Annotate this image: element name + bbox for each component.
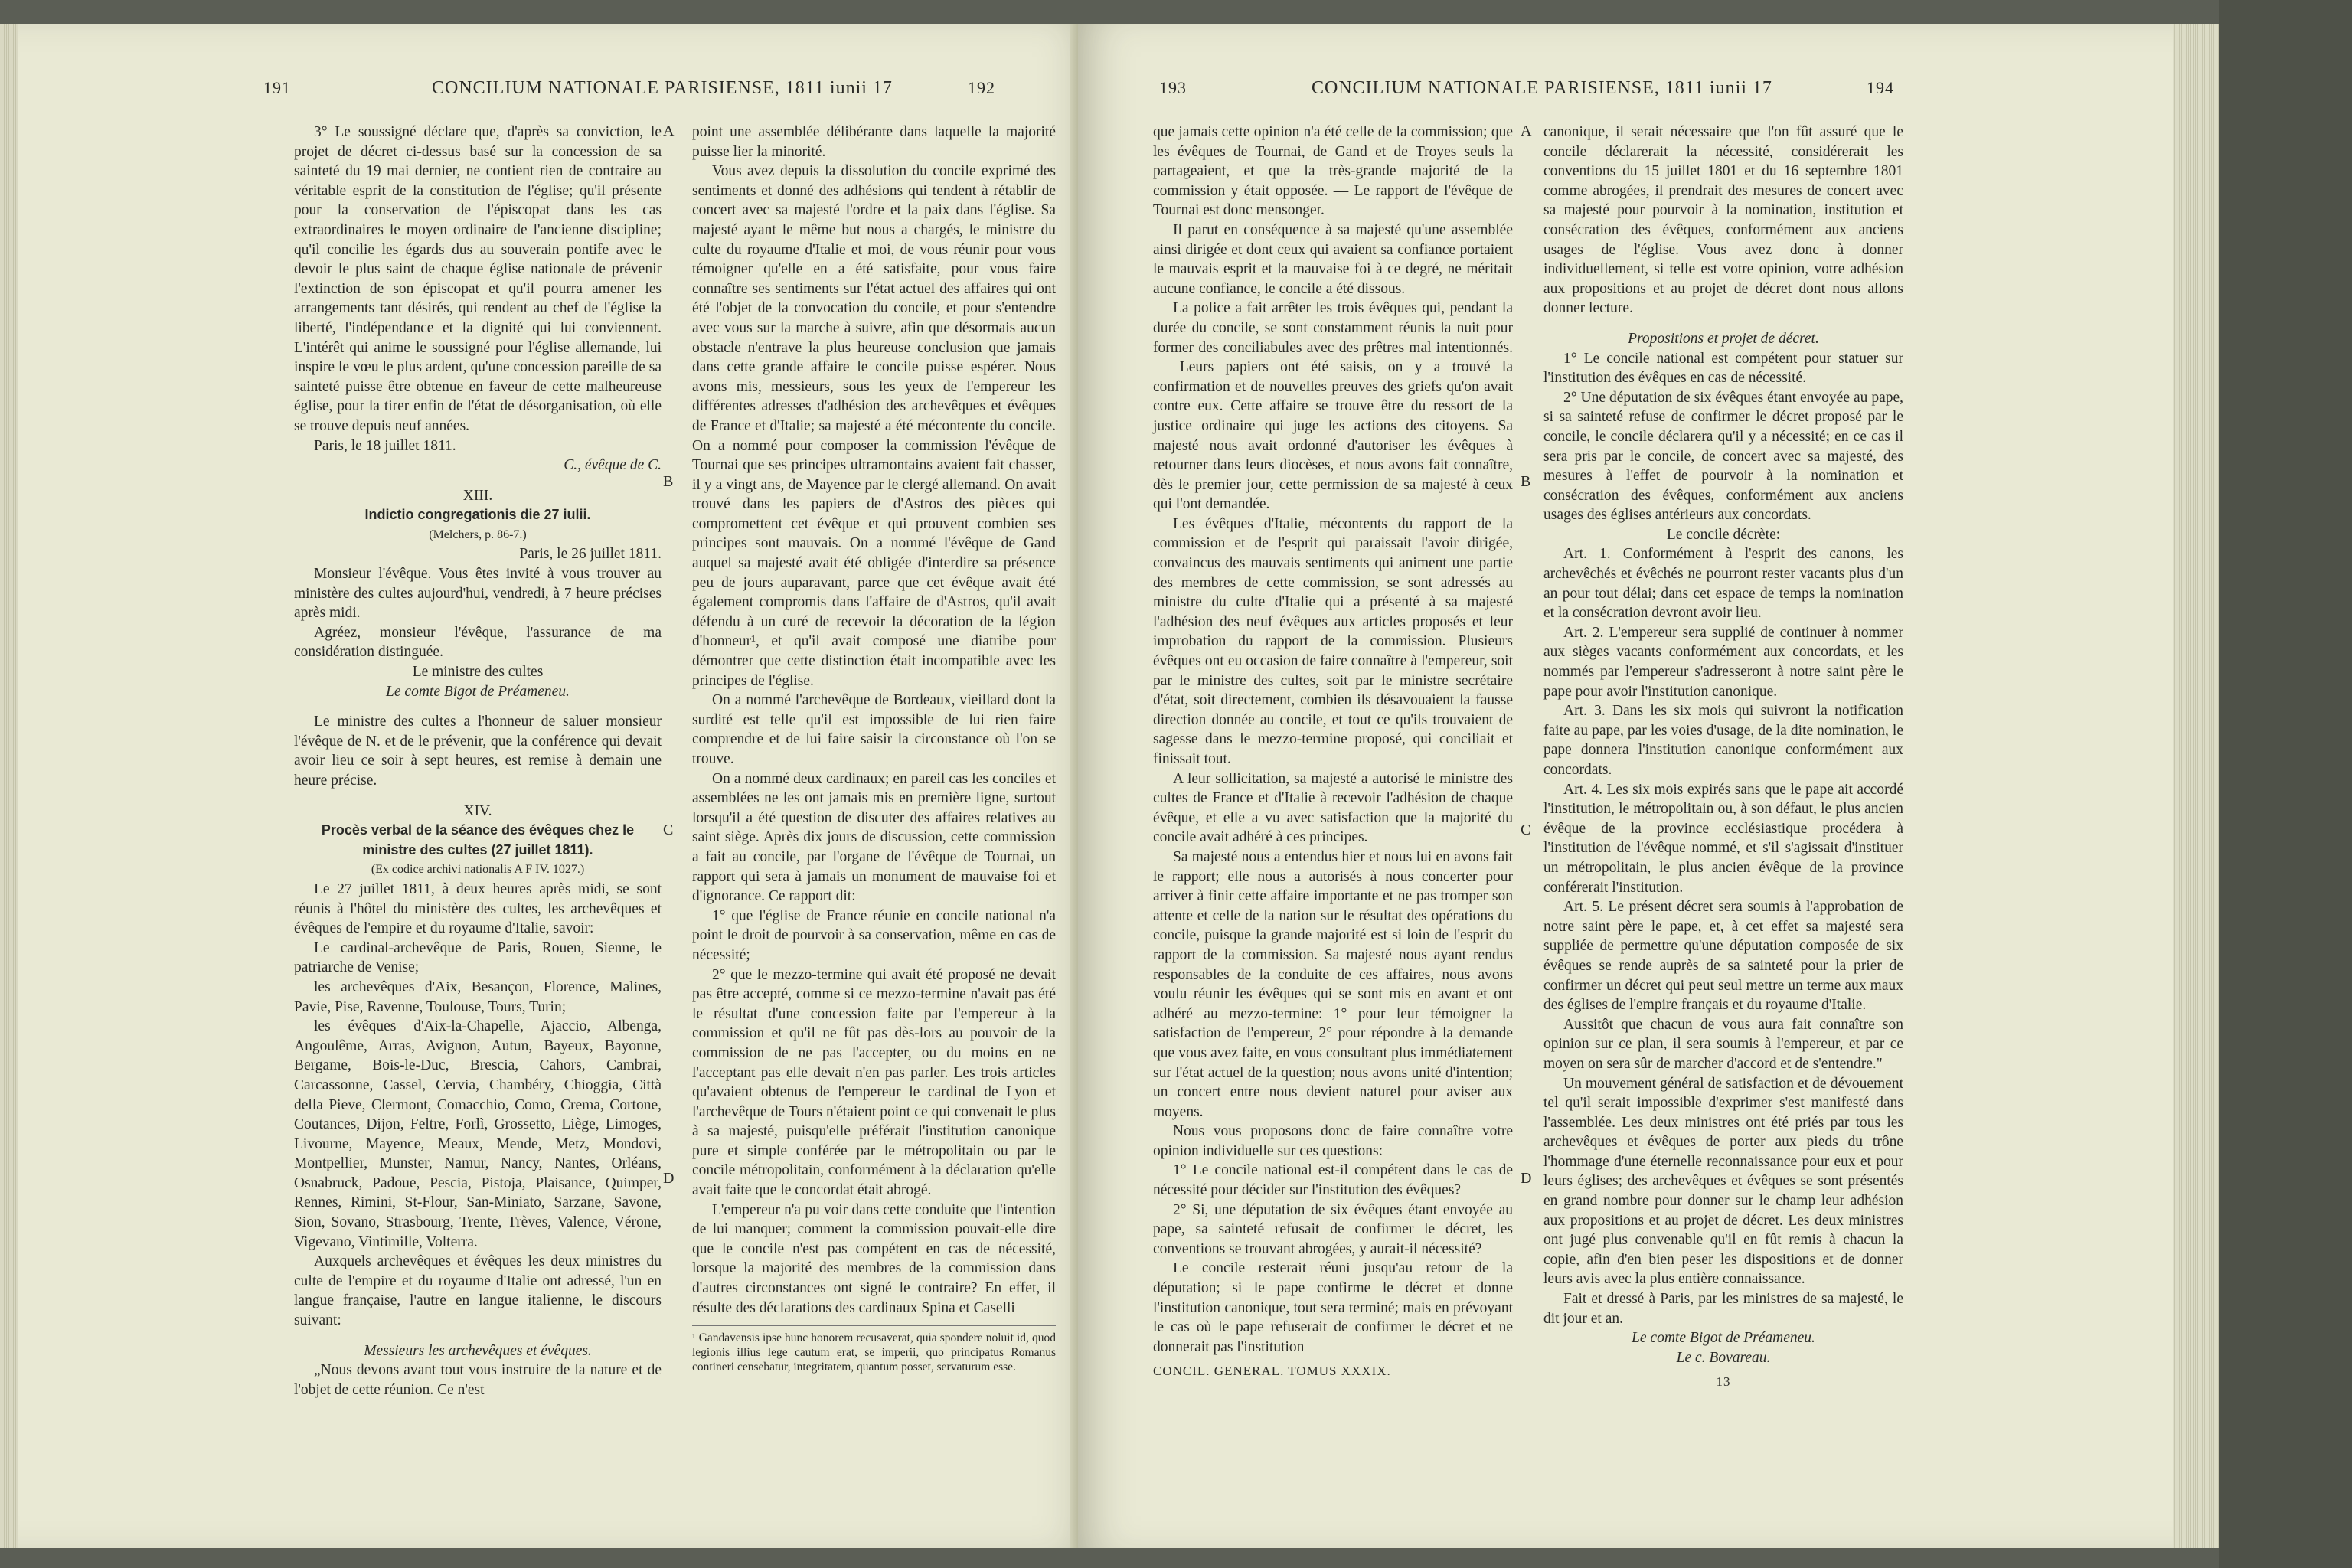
paragraph: Paris, le 18 juillet 1811. [314,437,456,454]
paragraph: 2° que le mezzo-termine qui avait été proposé ne devait pas être accepté, comme si ce mezzo-termine n'avait pas été le résultat d'une concession faite par l'empereur à la commission et qu'il ne fût pas dès-lors au pouvoir de la commission de ne pas l'accepter, ou du moins en ne l'acceptant pas elle devait n'en pas parler. Les trois articles qu'avaient obtenus de l'empereur le cardinal de Lyon et l'archevêque de Tours n'étaient point ce qui convenait le plus à sa majesté, puisqu'elle préférait l'institution canonique pure et simple conférée par le métropolitain ou par le concile métropolitain, conformément à la déclaration qu'elle avait faite que le concordat était abrogé. [692,966,1056,1199]
book-cover [2219,0,2352,1568]
paragraph: Le comte Bigot de Préameneu. [1632,1330,1815,1347]
left-page-edges [0,24,20,1548]
page-number-192: 192 [968,78,995,97]
paragraph: les archevêques d'Aix, Besançon, Florence, Malines, Pavie, Pise, Ravenne, Toulouse, Tours, Turin; [294,978,662,1015]
paragraph: Auxquels archevêques et évêques les deux ministres du culte de l'empire et du royaume d'Italie ont adressé, l'un en langue française, l'autre en langue italienne, le discours suivant: [294,1253,662,1329]
left-column-2 [692,122,1056,1374]
paragraph: Procès verbal de la séance des évêques chez le ministre des cultes (27 juillet 1811). [321,822,635,858]
page-number-191: 191 [263,78,291,97]
paragraph: Art. 5. Le présent décret sera soumis à l'approbation de notre saint père le pape, et, à cet effet sa majesté sera suppliée de permettre qu'une députation composée de six évêques se rende auprès de sa sainteté pour la prier de confirmer un décret qui peut seul mettre un terme aux maux des églises de l'empire français et du royaume d'Italie. [1544,899,1903,1014]
paragraph: Vous avez depuis la dissolution du concile exprimé des sentiments et donné des adhésions qui tendent à rétablir de concert avec sa majesté l'ordre et la paix dans l'église. Sa majesté ayant le même but nous a chargés, le ministre du culte du royaume d'Italie et moi, de vous réunir pour vous témoigner qu'elle en a été satisfaite, pour vous faire connaître ses sentiments sur l'état actuel des affaires qui ont été l'objet de la convocation du concile, et pour s'entendre avec vous sur la marche à suivre, afin que désormais aucun obstacle n'entrave la plus heureuse conclusion que jamais dans cette grande affaire le concile puisse espérer. Nous avons mis, messieurs, sous les yeux de l'empereur les différentes adresses d'adhésion des archevêques et évêques de France et d'Italie; sa majesté a été mécontente du concile. On a nommé pour composer la commission l'évêque de Tournai que ses principes ultramontains avaient fait chasser, il y a vingt ans, de Mayence par le clergé allemand. On avait trouvé dans les papiers de d'Astros des pièces qui compromettent cet évêque et qui prouvent combien ses principes sont mauvais. On a nommé l'évêque de Gand auquel sa majesté avait été obligée d'interdire sa présence peu de jours auparavant, parce que cet évêque avait été également compromis dans l'affaire de d'Astros, qu'il avait défendu à un curé de recevoir la décoration de la légion d'honneur¹, et qu'il avait composé une diatribe pour démontrer que cette distinction était incompatible avec les principes de l'église. [692,163,1056,689]
paragraph: Messieurs les archevêques et évêques. [364,1342,592,1359]
paragraph: „Nous devons avant tout vous instruire de la nature et de l'objet de cette réunion. Ce n'est [294,1362,662,1398]
footer-volume: CONCIL. GENERAL. TOMUS XXXIX. [1153,1364,1391,1379]
margin-letter-a: A [663,122,675,139]
paragraph: Art. 2. L'empereur sera supplié de continuer à nommer aux sièges vacants conformément aux concordats, et les nommés par l'empereur s'adresseront à notre saint père le pape pour avoir l'institution canonique. [1544,624,1903,700]
margin-letter-b-right: B [1521,473,1531,490]
paragraph: Le ministre des cultes a l'honneur de saluer monsieur l'évêque de N. et de le prévenir, que la conférence qui devait avoir lieu ce soir à sept heures, est remise à demain une heure précise. [294,714,662,789]
paragraph: Il parut en conséquence à sa majesté qu'une assemblée ainsi dirigée et dont ceux qui avaient sa confiance portaient le mauvais esprit et la mauvaise foi à ce degré, ne méritait aucune confiance, le concile a été dissous. [1153,221,1513,297]
paragraph: Art. 1. Conformément à l'esprit des canons, les archevêchés et évêchés ne pourront rester vacants plus d'un an pour tout délai; dans cet espace de temps la nomination et la consécration devront avoir lieu. [1544,546,1903,622]
margin-letter-d-right: D [1521,1170,1532,1187]
left-column-1 [294,122,662,1400]
paragraph: Le 27 juillet 1811, à deux heures après midi, se sont réunis à l'hôtel du ministère des cultes, les archevêques et évêques de l'empire et du royaume d'Italie, savoir: [294,880,662,937]
paragraph: Fait et dressé à Paris, par les ministres de sa majesté, le dit jour et an. [1544,1291,1903,1327]
margin-letter-c-right: C [1521,822,1531,838]
paragraph: Indictio congregationis die 27 iulii. [364,507,591,523]
right-column-1 [1153,122,1513,1381]
paragraph: C., évêque de C. [564,457,662,474]
paragraph: A leur sollicitation, sa majesté a autorisé le ministre des cultes de France et d'Italie à recevoir l'adhésion de chaque évêque, et elle a vu avec satisfaction que la majorité du concile avait adhéré à ces principes. [1153,770,1513,846]
right-column-2 [1544,122,1903,1392]
footnote: ¹ Gandavensis ipse hunc honorem recusaverat, quia spondere noluit id, quod legionis illius lege cautum erat, se imperii, quo principatus Romanus contineri censebatur, integritatem, quantum posset, servaturum esse. [692,1325,1056,1374]
right-page-edges [2173,24,2219,1548]
paragraph: Un mouvement général de satisfaction et de dévouement tel qu'il serait impossible d'exprimer s'est manifesté dans l'assemblée. Les deux ministres ont été priés par tous les archevêques et évêques de porter aux pieds du trône l'hommage d'une éternelle reconnaissance pour eux et pour leurs églises; des archevêques et évêques se sont présentés en grand nombre pour donner sur le champ leur adhésion aux propositions et au projet de décret. Les deux ministres ont jugé plus convenable qu'il en fût remis à chacun la copie, afin d'en bien peser les dispositions et de donner leurs avis avec la plus entière connaissance. [1544,1075,1903,1288]
paragraph: 3° Le soussigné déclare que, d'après sa conviction, le projet de décret ci-dessus basé sur la concession de sa sainteté du 19 mai dernier, ne contient rien de contraire au véritable esprit de la constitution de l'église; qu'il présente pour la conservation de l'épiscopat dans les cas extraordinaires le moyen ordinaire de l'ancienne discipline; qu'il concilie les égards dus au souverain pontife avec le devoir le plus saint de chaque église nationale de prévenir l'extinction de son épiscopat et qu'il pourra amener les arrangements tant désirés, qui rendent au chef de l'église la liberté, l'indépendance et la dignité qui lui conviennent. L'intérêt qui anime le soussigné pour l'église allemande, lui inspire le vœu le plus ardent, qu'une concession pareille de sa sainteté puisse être obtenue en faveur de cette malheureuse église, pour la tirer enfin de l'état de désorganisation, où elle se trouve depuis neuf années. [294,124,662,434]
footer-signature: 13 [1716,1374,1731,1390]
page-number-194: 194 [1867,78,1894,97]
paragraph: Le comte Bigot de Préameneu. [386,683,570,700]
running-head-right: CONCILIUM NATIONALE PARISIENSE, 1811 iunii 17 [1312,78,1772,98]
paragraph: Le cardinal-archevêque de Paris, Rouen, Sienne, le patriarche de Venise; [294,939,662,976]
paragraph: Le concile resterait réuni jusqu'au retour de la députation; si le pape confirme le décret et donne l'institution canonique, tout sera terminé; mais en prévoyant le cas où le pape refuserait de confirmer le décret et ne donnerait pas l'institution [1153,1260,1513,1355]
right-page [1078,24,2174,1548]
paragraph: Le concile décrète: [1666,526,1781,543]
margin-letter-a-right: A [1521,122,1532,139]
paragraph: Agréez, monsieur l'évêque, l'assurance de ma considération distinguée. [294,624,662,661]
paragraph: 1° Le concile national est-il compétent dans le cas de nécessité pour décider sur l'institution des évêques? [1153,1162,1513,1199]
paragraph: (Melchers, p. 86-7.) [429,528,527,541]
paragraph: XIII. [462,487,493,504]
margin-letter-b: B [663,473,674,490]
paragraph: Propositions et projet de décret. [1628,330,1819,347]
paragraph: canonique, il serait nécessaire que l'on fût assuré que le concile déclarerait la nécessité, considérerait les conventions du 15 juillet 1801 et du 16 septembre 1801 comme abrogées, il prendrait des mesures de concert avec sa majesté pour pourvoir à la nomination, institution et consécration des évêques, conformément aux anciens usages de l'église. Vous avez donc à donner individuellement, si telle est votre opinion, votre adhésion aux propositions et au projet de décret dont nous allons donner lecture. [1544,124,1903,317]
paragraph: Paris, le 26 juillet 1811. [519,546,662,563]
paragraph: 2° Une députation de six évêques étant envoyée au pape, si sa sainteté refuse de confirmer le décret proposé par le concile, le concile déclarera qu'il y a nécessité; en ce cas il sera pris par le concile, de concert avec sa majesté, des mesures à l'effet de pourvoir à la nomination et consécration des évêques, conformément aux anciens usages des églises antérieurs aux concordats. [1544,389,1903,524]
paragraph: Le ministre des cultes [412,664,544,681]
paragraph: les évêques d'Aix-la-Chapelle, Ajaccio, Albenga, Angoulême, Arras, Avignon, Autun, Bayeux, Bayonne, Bergame, Bois-le-Duc, Brescia, Cahors, Cambrai, Carcassonne, Cassel, Cervia, Chambéry, Chioggia, Città della Pieve, Clermont, Comacchio, Como, Crema, Cortone, Coutances, Dijon, Feltre, Forlì, Grossetto, Liège, Limoges, Livourne, Mayence, Meaux, Mende, Metz, Mondovi, Montpellier, Munster, Namur, Nancy, Nantes, Orléans, Osnabruck, Padoue, Pescia, Pistoja, Plaisance, Quimper, Rennes, Rimini, St-Flour, San-Miniato, Sarzane, Savone, Sion, Sovano, Strasbourg, Trente, Trèves, Valence, Vérone, Vigevano, Vintimille, Volterra. [294,1018,662,1250]
paragraph: Monsieur l'évêque. Vous êtes invité à vous trouver au ministère des cultes aujourd'hui, vendredi, à 7 heure précises après midi. [294,566,662,622]
margin-letter-d: D [663,1170,675,1187]
paragraph: (Ex codice archivi nationalis A F IV. 1027.) [371,863,585,877]
paragraph: point une assemblée délibérante dans laquelle la majorité puisse lier la minorité. [692,124,1056,160]
paragraph: que jamais cette opinion n'a été celle de la commission; que les évêques de Tournai, de Gand et de Troyes seuls la partageaient, et que la très-grande majorité de la commission y était opposée. — Le rapport de l'évêque de Tournai est donc mensonger. [1153,124,1513,219]
paragraph: On a nommé l'archevêque de Bordeaux, vieillard dont la surdité est telle qu'il est impossible de lui rien faire comprendre et de lui faire saisir la circonstance où l'on se trouve. [692,692,1056,767]
running-head-left: CONCILIUM NATIONALE PARISIENSE, 1811 iunii 17 [432,78,893,98]
paragraph: Art. 3. Dans les six mois qui suivront la notification faite au pape, par les voies d'usage, de la dite nomination, le pape donnera l'institution canonique conformément aux concordats. [1544,703,1903,778]
paragraph: 1° que l'église de France réunie en concile national n'a point le droit de pourvoir à sa conservation, même en cas de nécessité; [692,907,1056,963]
paragraph: 1° Le concile national est compétent pour statuer sur l'institution des évêques en cas de nécessité. [1544,350,1903,387]
paragraph: Le c. Bovareau. [1676,1349,1771,1366]
paragraph: On a nommé deux cardinaux; en pareil cas les conciles et assemblées ne les ont jamais mis en première ligne, surtout lorsqu'il a été question de discuter des affaires relatives au saint siège. Après dix jours de discussion, cette commission a fait au concile, par l'organe de l'évêque de Tournai, un rapport qui sera à jamais un monument de mauvaise foi et d'ignorance. Ce rapport dit: [692,770,1056,905]
paragraph: Art. 4. Les six mois expirés sans que le pape ait accordé l'institution, le métropolitain ou, à son défaut, le plus ancien évêque de la province ecclésiastique procédera à l'institution de l'évêque nommé, et s'il s'agissait d'instituer un métropolitain, le plus ancien évêque de la province conférerait l'institution. [1544,781,1903,896]
paragraph: L'empereur n'a pu voir dans cette conduite que l'intention de lui manquer; comment la commission pouvait-elle dire que le concile n'est pas compétent en cas de nécessité, lorsque la majorité des membres de la commission dans d'autres circonstances ont signé le contraire? En effet, il résulte des déclarations des cardinaux Spina et Caselli [692,1201,1056,1316]
paragraph: Aussitôt que chacun de vous aura fait connaître son opinion sur ce plan, il sera soumis à l'empereur, et par ce moyen on sera sûr de marcher d'accord et de s'entendre." [1544,1016,1903,1072]
left-page [18,24,1095,1548]
paragraph: Les évêques d'Italie, mécontents du rapport de la commission et de l'esprit qui paraissait l'avoir dirigée, convaincus des mauvais sentiments qui animent une partie des membres de cette commission, se sont adressés au ministre du culte d'Italie qui a présenté à sa majesté l'adhésion des neuf évêques aux articles proposés et leur improbation du rapport de la commission. Plusieurs évêques ont eu occasion de faire connaître à l'empereur, soit par le ministre des cultes, soit par le ministre secrétaire d'état, soit directement, combien ils désavouaient la fausse direction donnée au concile, et tout ce qu'ils trouvaient de sagesse dans le mezzo-termine proposé, qui conciliait et finissait tout. [1153,515,1513,767]
paragraph: Sa majesté nous a entendus hier et nous lui en avons fait le rapport; elle nous a autorisés à nous concerter pour arriver à finir cette affaire importante et ne pas tromper son attente et celle de la nation sur le résultat des opérations du concile, puisque la grande majorité est si loin de l'esprit du rapport de la commission. Sa majesté nous ayant rendus responsables de la conduite de ces affaires, nous avons voulu réunir les évêques qui se sont mis en avant et ont adhéré au mezzo-termine: 1° pour leur témoigner la satisfaction de l'empereur, 2° pour répondre à la demande que vous avez faite, en vous consultant plus immédiatement sur l'état actuel de la question; nous avons unité d'intention; un concert entre nous devient naturel pour aviser aux moyens. [1153,848,1513,1120]
paragraph: Nous vous proposons donc de faire connaître votre opinion individuelle sur ces questions: [1153,1123,1513,1159]
paragraph: XIV. [463,802,492,819]
paragraph: 2° Si, une députation de six évêques étant envoyée au pape, sa sainteté refusait de confirmer le décret, les conventions se trouvant abrogées, y aurait-il nécessité? [1153,1201,1513,1257]
page-number-193: 193 [1159,78,1187,97]
paragraph: La police a fait arrêter les trois évêques qui, pendant la durée du concile, se sont constamment réunis la nuit pour former des conciliabules avec des prêtres mal intentionnés. — Leurs papiers ont été saisis, on y a trouvé la confirmation et de nouvelles preuves des griefs qu'on avait contre eux. Cette affaire se trouve être du ressort de la justice ordinaire qui juge les actions des citoyens. Sa majesté nous avait ordonné d'autoriser les évêques à retourner dans leurs diocèses, et nous avons fait connaître, dès le premier jour, cette permission de sa majesté à ceux qui l'ont demandée. [1153,300,1513,513]
margin-letter-c: C [663,822,674,838]
